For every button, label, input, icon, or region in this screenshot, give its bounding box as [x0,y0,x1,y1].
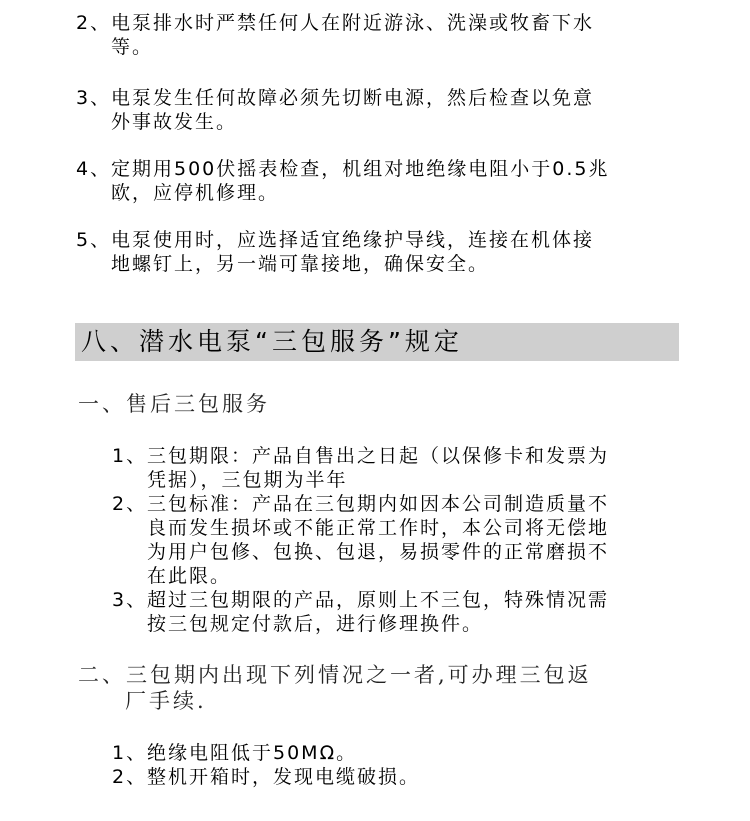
item-text-line: 电泵发生任何故障必须先切断电源，然后检查以免意 [111,87,595,109]
item-number: 2、 [112,766,148,788]
item-text-line: 整机开箱时，发现电缆破损。 [147,766,421,788]
warning-item-5 [76,228,594,276]
item-text-line: 等。 [111,36,154,58]
item-text-line: 地螺钉上，另一端可靠接地，确保安全。 [111,253,490,275]
item-text-line: 凭据），三包期为半年 [147,469,348,491]
guarantee-item-1 [112,444,609,492]
warning-item-3 [76,86,594,134]
item-number: 5、 [76,229,112,251]
item-text-line: 超过三包期限的产品，原则上不三包，特殊情况需 [147,589,610,611]
guarantee-item-2 [112,492,609,588]
item-text-line: 按三包规定付款后，进行修理换件。 [147,613,484,635]
section-header-bar [75,323,679,361]
item-text-line: 电泵排水时严禁任何人在附近游泳、洗澡或牧畜下水 [111,12,595,34]
subsection-heading-1: 一、售后三包服务 [78,392,270,416]
item-number: 1、 [112,742,148,764]
heading-line: 二、三包期内出现下列情况之一者,可办理三包返 [78,663,592,687]
item-number: 3、 [112,589,148,611]
item-text-line: 定期用500伏摇表检查，机组对地绝缘电阻小于0.5兆 [111,158,610,180]
section-title: 八、潜水电泵“三包服务”规定 [81,327,463,356]
item-text-line: 欧，应停机修理。 [111,182,280,204]
return-condition-item-2 [112,765,420,789]
item-text-line: 外事故发生。 [111,111,238,133]
item-number: 1、 [112,445,148,467]
item-text-line: 良而发生损坏或不能正常工作时，本公司将无偿地 [147,517,610,539]
item-text-line: 在此限。 [147,565,232,587]
return-condition-item-1 [112,741,357,765]
item-text-line: 三包期限：产品自售出之日起（以保修卡和发票为 [147,445,610,467]
item-text-line: 绝缘电阻低于50MΩ。 [147,742,358,764]
item-number: 2、 [76,12,112,34]
item-number: 2、 [112,493,148,515]
heading-line: 厂手续. [125,689,207,713]
item-text-line: 电泵使用时，应选择适宜绝缘护导线，连接在机体接 [111,229,595,251]
item-text-line: 为用户包修、包换、包退，易损零件的正常磨损不 [147,541,610,563]
warning-item-4 [76,157,609,205]
warning-item-2 [76,11,594,59]
subsection-heading-2 [78,662,592,714]
item-number: 3、 [76,87,112,109]
guarantee-item-3 [112,588,609,636]
item-number: 4、 [76,158,112,180]
item-text-line: 三包标准：产品在三包期内如因本公司制造质量不 [147,493,610,515]
